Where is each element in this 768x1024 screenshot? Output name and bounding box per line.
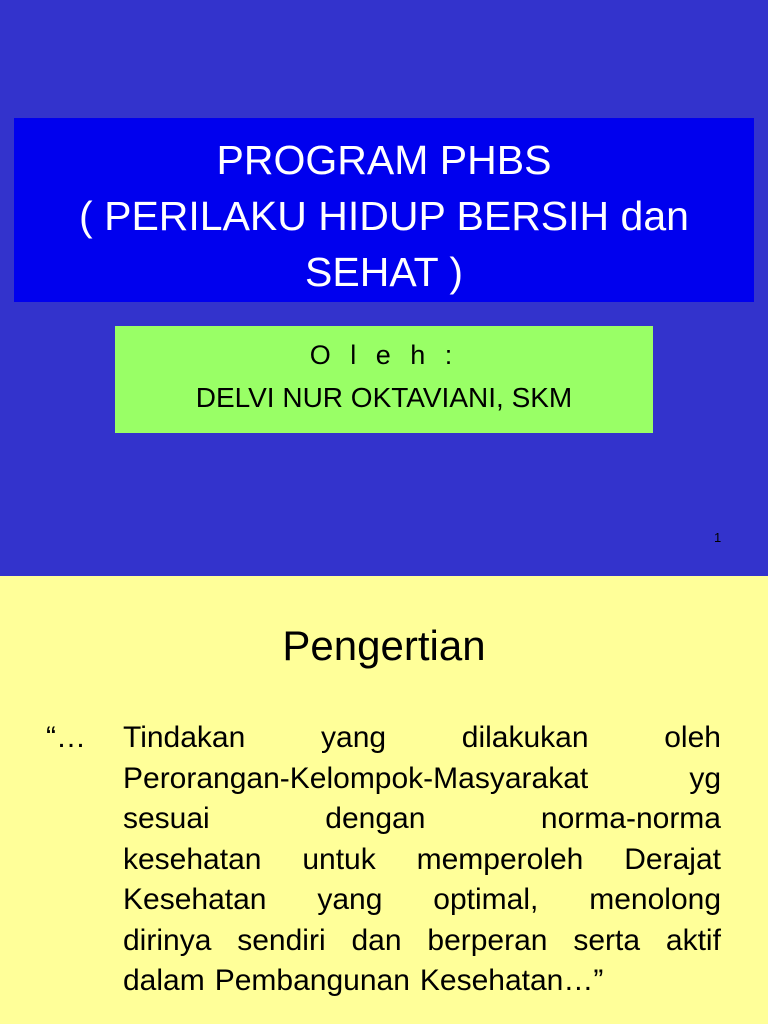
quote-line xyxy=(123,840,721,881)
quote-word: menolong xyxy=(589,883,721,916)
quote-word: yg xyxy=(689,761,721,795)
quote-line xyxy=(123,799,721,840)
title-line: PROGRAM PHBS xyxy=(216,137,552,183)
slide-heading xyxy=(0,622,768,670)
quote-word: norma-norma xyxy=(540,802,721,835)
quote-word: dan xyxy=(351,923,402,957)
quote-word: berperan xyxy=(427,923,548,957)
quote-word: optimal, xyxy=(433,883,539,916)
quote-line xyxy=(123,759,721,800)
quote-word: Perorangan-Kelompok-Masyarakat xyxy=(123,761,589,795)
definition-quote xyxy=(123,718,721,1002)
quote-word: yang xyxy=(321,721,387,754)
quote-line xyxy=(123,961,721,1002)
quote-word: Tindakan xyxy=(123,721,246,754)
quote-word: sesuai xyxy=(123,802,210,835)
quote-word: Kesehatan…” xyxy=(419,964,604,997)
author-box xyxy=(115,326,653,433)
page-number: 1 xyxy=(714,530,722,545)
quote-word: yang xyxy=(317,883,383,916)
heading-text: Pengertian xyxy=(282,622,486,669)
quote-word: memperoleh xyxy=(416,842,584,876)
title-line: SEHAT ) xyxy=(305,249,463,295)
quote-word: dengan xyxy=(325,802,426,835)
by-label: O l e h : xyxy=(309,340,459,370)
quote-line xyxy=(123,880,721,921)
author-name: DELVI NUR OKTAVIANI, SKM xyxy=(195,382,573,413)
quote-line xyxy=(123,718,721,759)
title-box xyxy=(14,118,754,302)
quote-word: dilakukan xyxy=(461,721,589,754)
quote-word: aktif xyxy=(665,923,721,957)
quote-word: oleh xyxy=(664,721,721,754)
quote-word: serta xyxy=(573,923,641,957)
quote-open-mark: “… xyxy=(46,721,86,754)
quote-word: Kesehatan xyxy=(123,883,267,916)
quote-word: sendiri xyxy=(237,923,326,957)
quote-line xyxy=(123,921,721,962)
quote-word: dirinya xyxy=(123,923,212,957)
quote-word: kesehatan xyxy=(123,842,262,876)
quote-word: Pembangunan xyxy=(214,964,410,997)
title-line: ( PERILAKU HIDUP BERSIH dan xyxy=(79,193,689,239)
quote-word: untuk xyxy=(302,842,376,876)
quote-word: dalam xyxy=(123,964,205,997)
quote-word: Derajat xyxy=(624,842,721,876)
